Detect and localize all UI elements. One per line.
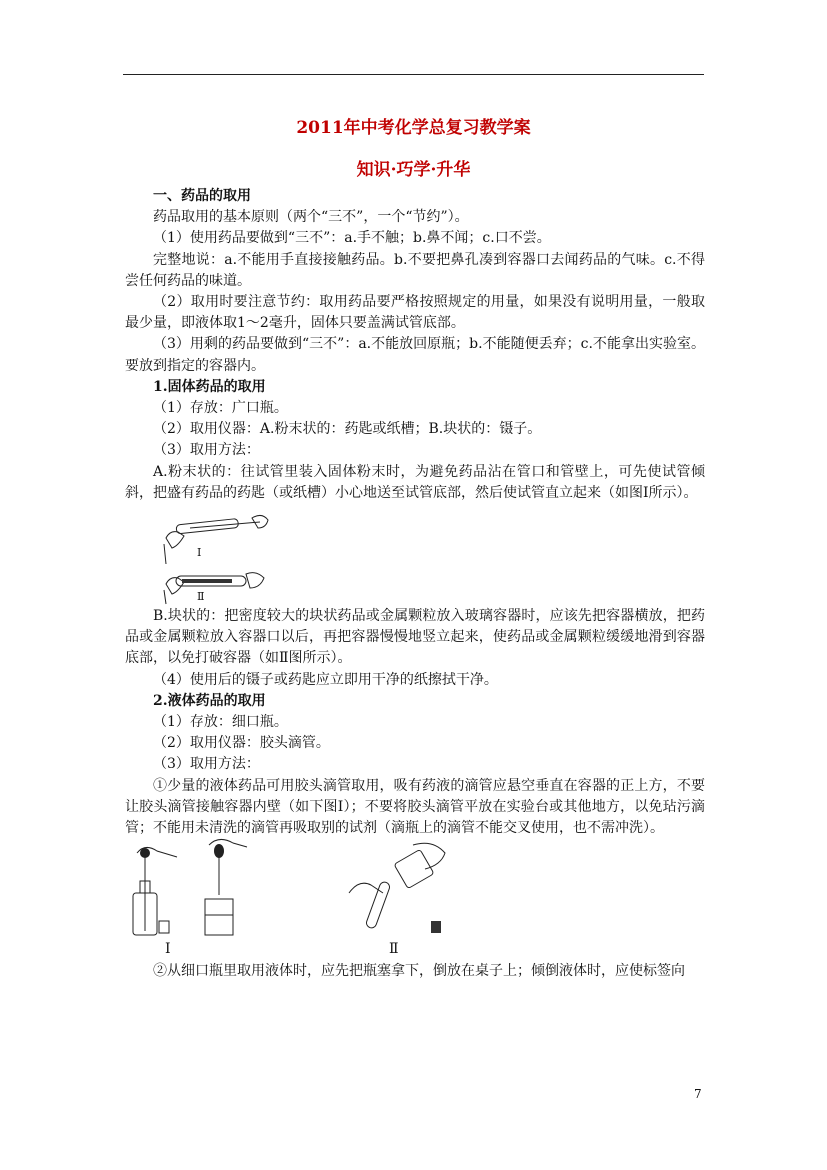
figure-label: Ⅱ bbox=[197, 590, 205, 604]
test-tube-powder-illustration bbox=[160, 508, 280, 608]
paragraph: （1）存放：细口瓶。 bbox=[153, 714, 288, 731]
page-number: 7 bbox=[694, 1087, 702, 1101]
document-subtitle: 知识·巧学·升华 bbox=[356, 160, 471, 180]
paragraph: B.块状的：把密度较大的块状药品或金属颗粒放入玻璃容器时，应该先把容器横放，把药品或金属颗粒放入容器口以后，再把容器慢慢地竖立起来，使药品或金属颗粒缓缓地滑到容器底部，以免打破容器（如Ⅱ图所示）。 bbox=[125, 608, 705, 667]
document-body bbox=[125, 186, 705, 982]
paragraph: A.粉末状的：往试管里装入固体粉末时，为避免药品沾在管口和管壁上，可先使试管倾斜，把盛有药品的药匙（或纸槽）小心地送至试管底部，然后使试管直立起来（如图Ⅰ所示）。 bbox=[125, 463, 705, 501]
paragraph: ①少量的液体药品可用胶头滴管取用，吸有药液的滴管应悬空垂直在容器的正上方，不要让胶头滴管接触容器内壁（如下图Ⅰ）；不要将胶头滴管平放在实验台或其他地方，以免玷污滴管；不能用未清洗的滴管再吸取别的试剂（滴瓶上的滴管不能交叉使用，也不需冲洗）。 bbox=[125, 777, 705, 837]
paragraph: （2）取用仪器：A.粉末状的：药匙或纸槽；B.块状的：镊子。 bbox=[153, 421, 542, 438]
section-heading: 一、药品的取用 bbox=[153, 188, 251, 204]
paragraph: （1）使用药品要做到“三不”：a.手不触；b.鼻不闻；c.口不尝。 bbox=[153, 230, 551, 247]
paragraph: ②从细口瓶里取用液体时，应先把瓶塞拿下，倒放在桌子上；倾倒液体时，应使标签向 bbox=[153, 963, 685, 980]
subsection-heading: 2.液体药品的取用 bbox=[153, 692, 266, 709]
figure-liquid-reagent bbox=[125, 839, 705, 961]
figure-label: Ⅰ bbox=[197, 546, 202, 560]
paragraph: 药品取用的基本原则（两个“三不”，一个“节约”）。 bbox=[153, 209, 469, 226]
paragraph: （2）取用仪器：胶头滴管。 bbox=[153, 735, 330, 752]
header-rule bbox=[123, 74, 704, 75]
document-title: 2011年中考化学总复习教学案 bbox=[296, 118, 531, 138]
paragraph: （2）取用时要注意节约：取用药品要严格按照规定的用量，如果没有说明用量，一般取最少量，即液体取1～2毫升，固体只要盖满试管底部。 bbox=[125, 294, 705, 332]
figure-label: Ⅱ bbox=[389, 941, 399, 958]
paragraph: （3）取用方法： bbox=[153, 756, 260, 773]
paragraph: （4）使用后的镊子或药匙应立即用干净的纸擦拭干净。 bbox=[153, 671, 498, 688]
paragraph: （3）用剩的药品要做到“三不”：a.不能放回原瓶；b.不能随便丢弃；c.不能拿出实验室。要放到指定的容器内。 bbox=[125, 336, 705, 374]
paragraph: （1）存放：广口瓶。 bbox=[153, 400, 288, 417]
figure-label: Ⅰ bbox=[165, 941, 171, 958]
paragraph: （3）取用方法： bbox=[153, 442, 260, 459]
figure-solid-reagent bbox=[125, 504, 705, 604]
dropper-illustration bbox=[129, 841, 459, 945]
subsection-heading: 1.固体药品的取用 bbox=[153, 378, 266, 395]
paragraph: 完整地说：a.不能用手直接接触药品。b.不要把鼻孔凑到容器口去闻药品的气味。c.不得尝任何药品的味道。 bbox=[125, 251, 705, 289]
